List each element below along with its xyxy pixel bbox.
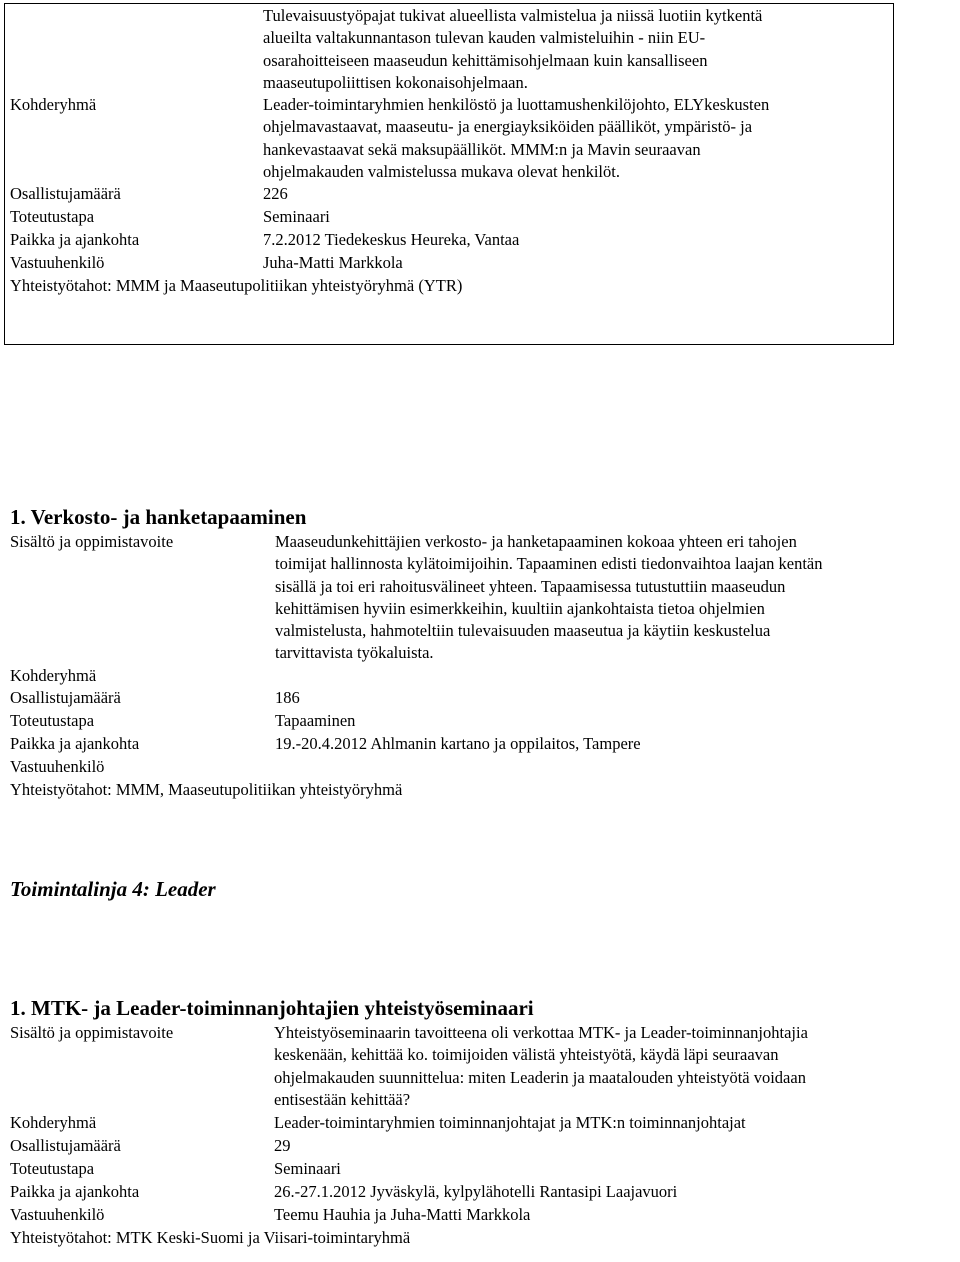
osallistujamaara-value: 226: [263, 184, 288, 203]
toteutustapa-label: Toteutustapa: [10, 1159, 95, 1178]
yhteistyotahot: Yhteistyötahot: MTK Keski-Suomi ja Viisari-toimintaryhmä: [10, 1228, 411, 1247]
sisalto-line: keskenään, kehittää ko. toimijoiden välistä yhteistyötä, käydä läpi seuraavan: [274, 1045, 779, 1065]
paikka-label: Paikka ja ajankohta: [10, 734, 140, 753]
sisalto-line: valmistelusta, hahmoteltiin tulevaisuuden maaseutua ja käytiin keskustelua: [275, 621, 771, 641]
vastuuhenkilo-value: Juha-Matti Markkola: [263, 253, 403, 272]
vastuuhenkilo-label: Vastuuhenkilö: [10, 253, 105, 272]
kohderyhma-line: ohjelmavastaavat, maaseutu- ja energiayksiköiden päälliköt, ympäristö- ja: [263, 117, 753, 137]
vastuuhenkilo-value: Teemu Hauhia ja Juha-Matti Markkola: [274, 1205, 531, 1224]
kohderyhma-label: Kohderyhmä: [10, 95, 97, 114]
kohderyhma-value: [263, 94, 769, 183]
toteutustapa-value: Seminaari: [263, 207, 330, 226]
sisalto-label: Sisältö ja oppimistavoite: [10, 532, 174, 551]
osallistujamaara-label: Osallistujamäärä: [10, 688, 121, 707]
sisalto-line: sisällä ja toi eri rahoitusvälineet yhteen. Tapaamisessa tutustuttiin maaseudun: [275, 576, 786, 596]
kohderyhma-line: Leader-toimintaryhmien henkilöstö ja luottamushenkilöjohto, ELYkeskusten: [263, 95, 770, 114]
intro-text: [263, 5, 762, 94]
toteutustapa-value: Seminaari: [274, 1159, 341, 1178]
sisalto-line: kehittämisen hyviin esimerkkeihin, kuultiin ajankohtaista tietoa ohjelmien: [275, 598, 765, 618]
yhteistyotahot: Yhteistyötahot: MMM, Maaseutupolitiikan yhteistyöryhmä: [10, 780, 403, 799]
toteutustapa-label: Toteutustapa: [10, 711, 95, 730]
toteutustapa-value: Tapaaminen: [275, 711, 356, 730]
sisalto-line: Maaseudunkehittäjien verkosto- ja hanketapaaminen kokoaa yhteen eri tahojen: [275, 532, 797, 551]
sisalto-line: Yhteistyöseminaarin tavoitteena oli verkottaa MTK- ja Leader-toiminnanjohtajia: [274, 1023, 808, 1042]
toteutustapa-label: Toteutustapa: [10, 207, 95, 226]
kohderyhma-label: Kohderyhmä: [10, 666, 97, 685]
intro-line: Tulevaisuustyöpajat tukivat alueellista valmistelua ja niissä luotiin kytkentä: [263, 6, 763, 25]
kohderyhma-line: hankevastaavat sekä maksupäälliköt. MMM:n ja Mavin seuraavan: [263, 139, 701, 159]
yhteistyotahot: Yhteistyötahot: MMM ja Maaseutupolitiikan yhteistyöryhmä (YTR): [10, 276, 463, 295]
sisalto-line: tarvittavista työkaluista.: [275, 643, 434, 663]
sisalto-line: toimijat hallinnosta kylätoimijoihin. Tapaaminen edisti tiedonvaihtoa laajan kentän: [275, 554, 823, 574]
osallistujamaara-value: 29: [274, 1136, 291, 1155]
paikka-value: 7.2.2012 Tiedekeskus Heureka, Vantaa: [263, 230, 520, 249]
intro-line: maaseutupoliittisen kokonaisohjelmaan.: [263, 72, 528, 92]
kohderyhma-line: ohjelmakauden valmistelussa mukava olevat henkilöt.: [263, 161, 620, 181]
paikka-label: Paikka ja ajankohta: [10, 1182, 140, 1201]
paikka-value: 26.-27.1.2012 Jyväskylä, kylpylähotelli Rantasipi Laajavuori: [274, 1182, 678, 1201]
kohderyhma-label: Kohderyhmä: [10, 1113, 97, 1132]
kohderyhma-value: Leader-toimintaryhmien toiminnanjohtajat ja MTK:n toiminnanjohtajat: [274, 1113, 746, 1132]
sisalto-value: [274, 1022, 808, 1111]
heading-mtk-leader: 1. MTK- ja Leader-toiminnanjohtajien yhteistyöseminaari: [10, 996, 534, 1020]
sisalto-line: ohjelmakauden suunnittelua: miten Leaderin ja maatalouden yhteistyötä voidaan: [274, 1067, 806, 1087]
intro-line: osarahoitteiseen maaseudun kehittämisohjelmaan kuin kansalliseen: [263, 50, 708, 70]
section-title: Toimintalinja 4: Leader: [10, 877, 216, 901]
sisalto-label: Sisältö ja oppimistavoite: [10, 1023, 174, 1042]
heading-verkosto: 1. Verkosto- ja hanketapaaminen: [10, 505, 307, 529]
intro-line: alueilta valtakunnantason tulevan kauden valmisteluihin - niin EU-: [263, 28, 706, 48]
sisalto-line: entisestään kehittää?: [274, 1089, 411, 1109]
vastuuhenkilo-label: Vastuuhenkilö: [10, 1205, 105, 1224]
vastuuhenkilo-label: Vastuuhenkilö: [10, 757, 105, 776]
osallistujamaara-label: Osallistujamäärä: [10, 184, 121, 203]
osallistujamaara-label: Osallistujamäärä: [10, 1136, 121, 1155]
sisalto-value: [275, 531, 823, 665]
paikka-label: Paikka ja ajankohta: [10, 230, 140, 249]
paikka-value: 19.-20.4.2012 Ahlmanin kartano ja oppilaitos, Tampere: [275, 734, 641, 753]
osallistujamaara-value: 186: [275, 688, 300, 707]
